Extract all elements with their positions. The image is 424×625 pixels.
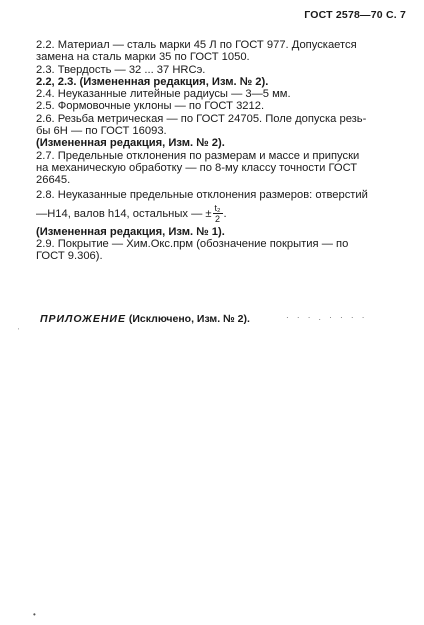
paragraph-2-2-line-2: замена на сталь марки 35 по ГОСТ 1050. xyxy=(36,51,250,64)
appendix-line xyxy=(40,313,250,325)
paragraph-2-8-line-2 xyxy=(36,204,394,224)
revision-note-2-8: (Измененная редакция, Изм. № 1). xyxy=(36,225,225,238)
paragraph-2-6-line-1: 2.6. Резьба метрическая — по ГОСТ 24705. Поле допуска резь- xyxy=(36,112,367,125)
fraction-denominator: 2 xyxy=(215,213,221,224)
tolerance-end: . xyxy=(223,207,227,220)
page-header: ГОСТ 2578—70 С. 7 xyxy=(304,9,406,21)
appendix-note: (Исключено, Изм. № 2). xyxy=(128,313,250,325)
tolerance-text: —H14, валов h14, остальных — ± xyxy=(36,207,212,220)
paragraph-2-7-line-3: 26645. xyxy=(36,174,71,187)
scan-speck-bottom: • xyxy=(33,610,36,619)
paragraph-2-6-line-2: бы 6Н — по ГОСТ 16093. xyxy=(36,125,167,138)
paragraph-2-8-line-1: 2.8. Неуказанные предельные отклонения размеров: отверстий xyxy=(36,188,368,201)
scan-speck: ˌ xyxy=(17,321,20,330)
paragraph-2-3: 2.3. Твердость — 32 ... 37 HRCэ. xyxy=(36,63,206,76)
scan-speck-dots: · · · . · · · · xyxy=(286,313,368,322)
paragraph-2-4: 2.4. Неуказанные литейные радиусы — 3—5 мм. xyxy=(36,88,291,101)
revision-note-2-2-2-3: 2.2, 2.3. (Измененная редакция, Изм. № 2). xyxy=(36,75,269,88)
tolerance-fraction xyxy=(213,204,223,224)
fraction-numerator: t₂ xyxy=(214,202,221,213)
revision-note-2-6: (Измененная редакция, Изм. № 2). xyxy=(36,137,225,150)
paragraph-2-9-line-1: 2.9. Покрытие — Хим.Окс.прм (обозначение покрытия — по xyxy=(36,238,349,251)
paragraph-2-5: 2.5. Формовочные уклоны — по ГОСТ 3212. xyxy=(36,100,265,113)
document-body xyxy=(36,39,394,263)
paragraph-2-2-line-1: 2.2. Материал — сталь марки 45 Л по ГОСТ 977. Допускается xyxy=(36,39,357,51)
paragraph-2-7-line-2: на механическую обработку — по 8-му классу точности ГОСТ xyxy=(36,161,358,174)
appendix-title: ПРИЛОЖЕНИЕ xyxy=(40,313,126,325)
paragraph-2-7-line-1: 2.7. Предельные отклонения по размерам и массе и припуски xyxy=(36,149,360,162)
paragraph-2-9-line-2: ГОСТ 9.306). xyxy=(36,250,103,263)
